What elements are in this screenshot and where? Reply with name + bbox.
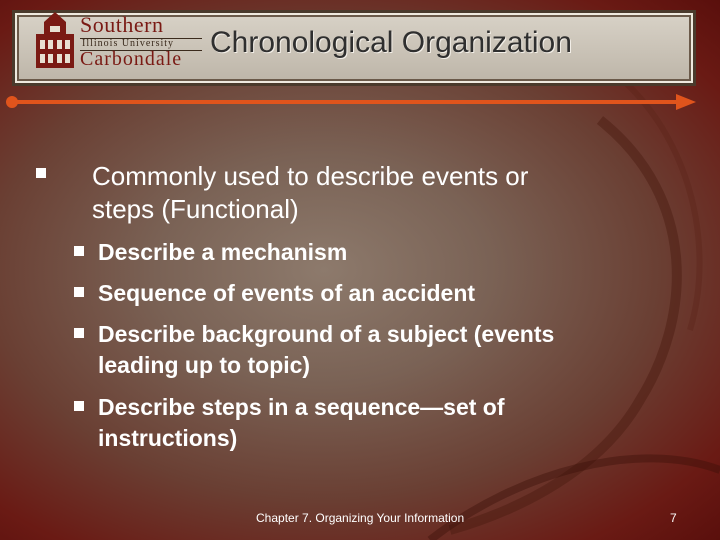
university-logo [24, 8, 184, 74]
logo-illinois-text: Illinois University [82, 38, 175, 49]
sub-bullet-3-line1: Describe background of a subject (events [98, 321, 555, 347]
logo-carbondale-text: Carbondale [80, 48, 183, 70]
main-bullet-line2: steps (Functional) [92, 194, 299, 224]
sub-bullet-marker-icon [74, 287, 84, 297]
bullet-marker-icon [36, 168, 46, 178]
sub-bullet-4-line1: Describe steps in a sequence—set of [98, 394, 505, 420]
sub-bullet-marker-icon [74, 246, 84, 256]
sub-bullet-marker-icon [74, 328, 84, 338]
sub-bullet-1: Describe a mechanism [98, 239, 348, 265]
main-bullet-line1: Commonly used to describe events or [92, 161, 529, 191]
building-emblem-icon [34, 12, 76, 70]
slide-title: Chronological Organization [210, 26, 572, 59]
sub-bullet-3-line2: leading up to topic) [98, 352, 311, 378]
sub-bullet-4-line2: instructions) [98, 425, 238, 451]
arrow-divider-icon [4, 92, 704, 112]
logo-southern-text: Southern [80, 12, 164, 37]
footer-chapter-text: Chapter 7. Organizing Your Information [256, 511, 465, 525]
page-number: 7 [670, 511, 677, 525]
sub-bullet-2: Sequence of events of an accident [98, 280, 476, 306]
sub-bullet-marker-icon [74, 401, 84, 411]
